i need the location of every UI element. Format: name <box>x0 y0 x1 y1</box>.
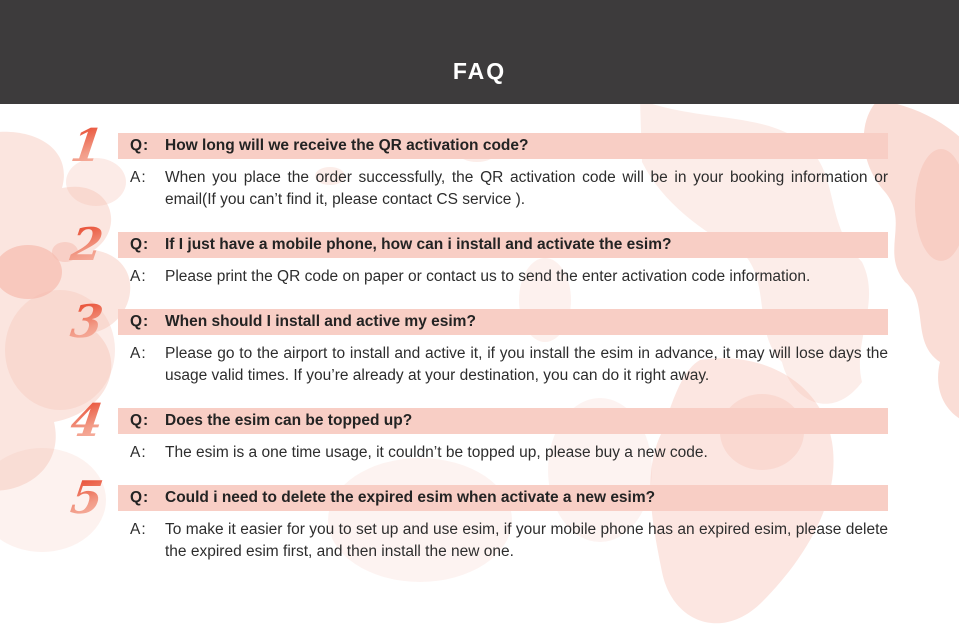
answer-row <box>118 167 888 211</box>
question-label: Q: <box>130 236 150 253</box>
answer-text: The esim is a one time usage, it couldn’t be topped up, please buy a new code. <box>165 444 708 461</box>
question-bar <box>118 232 888 258</box>
faq-item-number: 1 <box>61 123 113 168</box>
answer-text: Please print the QR code on paper or contact us to send the enter activation code information. <box>165 268 811 285</box>
answer-label: A: <box>130 169 147 186</box>
question-label: Q: <box>130 137 150 154</box>
answer-label: A: <box>130 345 147 362</box>
answer-label: A: <box>130 521 147 538</box>
question-label: Q: <box>130 412 150 429</box>
faq-item <box>67 218 888 288</box>
answer-row <box>118 519 888 563</box>
answer-text: When you place the order successfully, the QR activation code will be in your booking information or email(If you can’t find it, please contact CS service ). <box>165 169 888 208</box>
answer-text: To make it easier for you to set up and use esim, if your mobile phone has an expired esim, please delete the expired esim first, and then install the new one. <box>165 521 888 560</box>
question-text: How long will we receive the QR activation code? <box>165 137 529 154</box>
faq-item-number: 4 <box>61 398 113 443</box>
page-title: FAQ <box>452 58 507 84</box>
question-bar <box>118 485 888 511</box>
question-label: Q: <box>130 489 150 506</box>
faq-item <box>67 394 888 464</box>
faq-item-number: 3 <box>61 299 113 344</box>
question-bar <box>118 408 888 434</box>
question-bar <box>118 133 888 159</box>
question-bar <box>118 309 888 335</box>
faq-item-number: 5 <box>61 475 113 520</box>
question-text: If I just have a mobile phone, how can i install and activate the esim? <box>165 236 672 253</box>
faq-item <box>67 119 888 211</box>
answer-label: A: <box>130 268 147 285</box>
answer-row <box>118 442 888 464</box>
question-text: When should I install and active my esim? <box>165 313 476 330</box>
answer-label: A: <box>130 444 147 461</box>
question-text: Does the esim can be topped up? <box>165 412 413 429</box>
answer-row <box>118 266 888 288</box>
faq-item <box>67 295 888 387</box>
answer-row <box>118 343 888 387</box>
faq-item <box>67 471 888 563</box>
header <box>0 0 959 104</box>
faq-item-number: 2 <box>61 222 113 267</box>
question-text: Could i need to delete the expired esim when activate a new esim? <box>165 489 656 506</box>
question-label: Q: <box>130 313 150 330</box>
answer-text: Please go to the airport to install and active it, if you install the esim in advance, it may will lose days the usage valid times. If you’re already at your destination, you can do it right away. <box>165 345 888 384</box>
faq-list <box>0 104 959 563</box>
